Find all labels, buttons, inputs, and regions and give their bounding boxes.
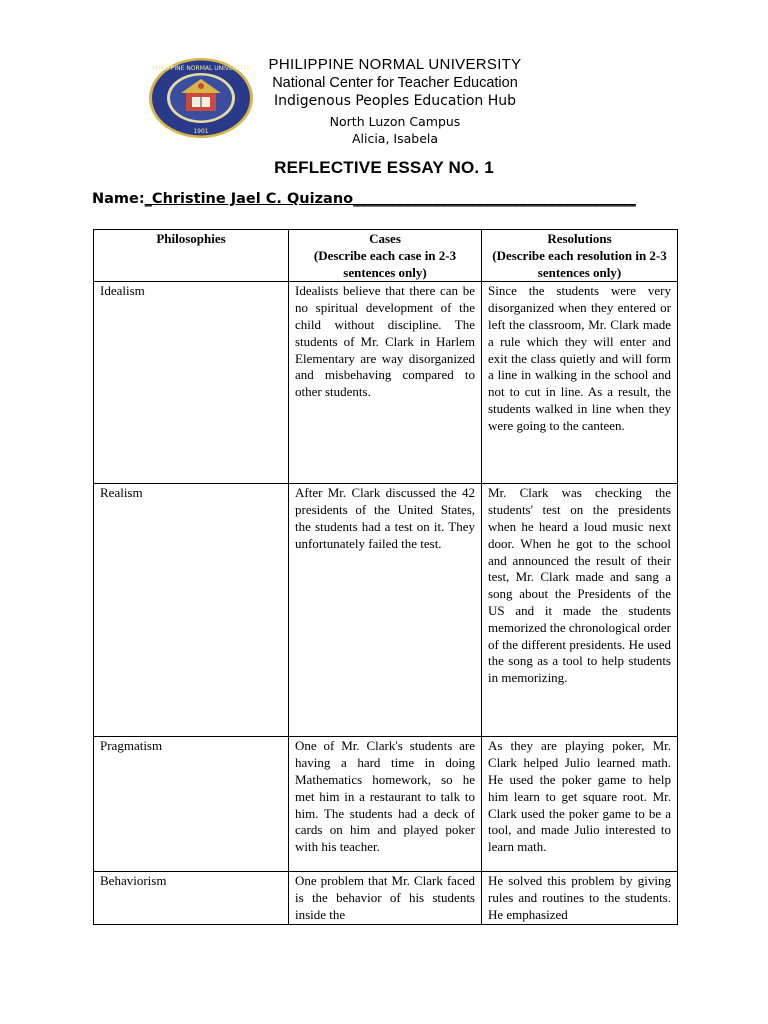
header-resolutions-sub: (Describe each resolution in 2-3 sentences only) bbox=[492, 247, 667, 280]
essay-title: REFLECTIVE ESSAY NO. 1 bbox=[274, 158, 494, 177]
header-resolutions bbox=[482, 230, 678, 282]
header-cases bbox=[289, 230, 482, 282]
case-cell: After Mr. Clark discussed the 42 presidents of the United States, the students had a test on it. They unfortunately failed the test. bbox=[289, 484, 482, 737]
header-cases-sub: (Describe each case in 2-3 sentences only) bbox=[313, 247, 457, 280]
resolution-cell: Mr. Clark was checking the students' test on the presidents when he heard a loud music next door. When he got to the school and announced the result of their test, Mr. Clark made and sang a song about the Presidents of the US and it made the students memorized the chronological order of the different presidents. He used the song as a tool to help students in memorizing. bbox=[482, 484, 678, 737]
resolution-cell: As they are playing poker, Mr. Clark helped Julio learned math. He used the poker game to help him learn to get square root. Mr. Clark used the poker game to be a tool, and made Julio interested to learn math. bbox=[482, 737, 678, 872]
table-row bbox=[94, 737, 678, 872]
header-cases-title: Cases bbox=[369, 231, 401, 246]
name-line bbox=[92, 191, 636, 207]
table-row bbox=[94, 484, 678, 737]
case-cell: Idealists believe that there can be no spiritual development of the child without discipline. The students of Mr. Clark in Harlem Elementary are way disorganized and misbehaving compared to other students. bbox=[289, 282, 482, 484]
university-name: PHILIPPINE NORMAL UNIVERSITY bbox=[268, 56, 522, 73]
case-cell: One of Mr. Clark's students are having a hard time in doing Mathematics homework, so he met him in a restaurant to talk to him. The students had a deck of cards on him and played poker with his teacher. bbox=[289, 737, 482, 872]
header-philosophies: Philosophies bbox=[94, 230, 289, 282]
seal-year: 1901 bbox=[193, 128, 209, 135]
philosophy-table bbox=[93, 229, 678, 925]
table-header-row bbox=[94, 230, 678, 282]
resolution-cell: He solved this problem by giving rules and routines to the students. He emphasized bbox=[482, 872, 678, 924]
campus-name: North Luzon Campus bbox=[329, 114, 461, 129]
philosophy-cell: Idealism bbox=[94, 282, 289, 484]
case-cell: One problem that Mr. Clark faced is the behavior of his students inside the bbox=[289, 872, 482, 924]
name-label: Name: bbox=[92, 191, 145, 207]
resolution-cell: Since the students were very disorganized when they entered or left the classroom, Mr. Clark made a rule which they will enter and exit the class quietly and will form a line in walking in the school and not to cut in line. As a result, the students walked in line when they were going to the canteen. bbox=[482, 282, 678, 484]
hub-name: Indigenous Peoples Education Hub bbox=[273, 93, 517, 109]
campus-location: Alicia, Isabela bbox=[351, 131, 439, 146]
header-resolutions-title: Resolutions bbox=[547, 231, 612, 246]
name-value: _Christine Jael C. Quizano_______________________________________ bbox=[144, 191, 636, 207]
seal-text: PHILIPPINE NORMAL UNIVERSITY bbox=[152, 65, 250, 72]
center-name: National Center for Teacher Education bbox=[272, 75, 518, 91]
philosophy-cell: Behaviorism bbox=[94, 872, 289, 924]
letterhead bbox=[148, 55, 628, 150]
philosophy-cell: Realism bbox=[94, 484, 289, 737]
table-row bbox=[94, 282, 678, 484]
university-seal-logo bbox=[148, 57, 254, 139]
table-row bbox=[94, 872, 678, 924]
philosophy-cell: Pragmatism bbox=[94, 737, 289, 872]
